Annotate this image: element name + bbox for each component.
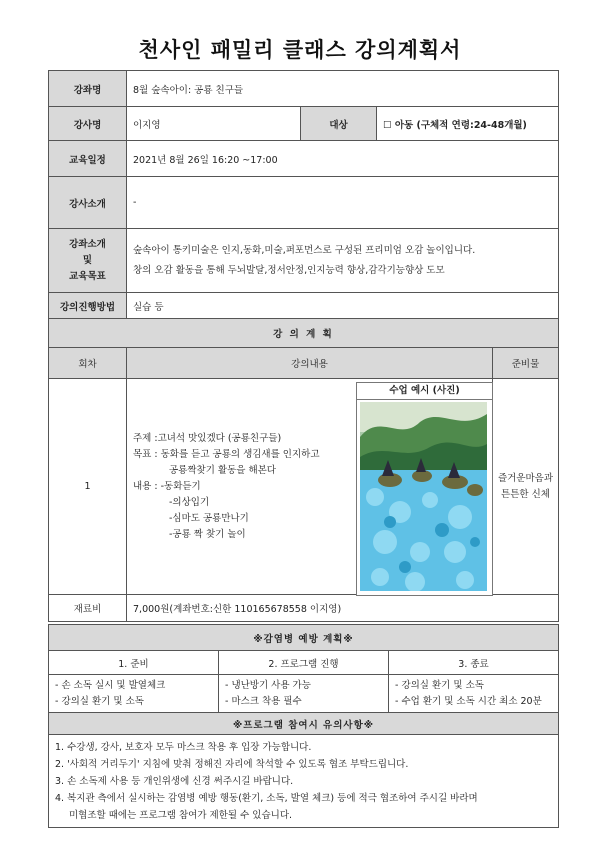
session-number: 1 <box>49 379 127 595</box>
col-supplies: 준비물 <box>493 348 559 379</box>
notes-title: ※프로그램 참여시 유의사항※ <box>49 713 559 735</box>
notes-list <box>55 739 552 824</box>
content-line: -의상입기 <box>169 496 210 508</box>
prevention-header: 3. 종료 <box>389 651 559 675</box>
course-label: 강좌명 <box>49 71 127 107</box>
prevention-header: 2. 프로그램 진행 <box>219 651 389 675</box>
supplies-line: 즐거운마음과 <box>497 472 554 484</box>
supplies-cell <box>493 379 559 595</box>
content-line: 목표 : 동화를 듣고 공룡의 생김새를 인지하고 <box>133 448 320 460</box>
intro-label: 강사소개 <box>49 177 127 229</box>
prevention-title: ※감염병 예방 계획※ <box>49 625 559 651</box>
notes-item: 4. 복지관 측에서 실시하는 감염병 예방 행동(환기, 소독, 발열 체크) 등에 적극 협조하여 주시길 바라며 <box>55 792 478 804</box>
prevention-header: 1. 준비 <box>49 651 219 675</box>
content-line: 내용 : -동화듣기 <box>133 480 201 492</box>
page-title: 천사인 패밀리 클래스 강의계획서 <box>138 38 462 62</box>
goal-label-line: 및 <box>82 254 93 266</box>
fee-value: 7,000원(계좌번호:신한 110165678558 이지영) <box>127 595 559 622</box>
date-value: 2021년 8월 26일 16:20 ~17:00 <box>127 141 559 177</box>
goal-line: 숲속아이 통키미술은 인지,동화,미술,퍼포먼스로 구성된 프리미엄 오감 놀이입니다. <box>133 244 476 256</box>
fee-label: 재료비 <box>49 595 127 622</box>
col-content: 강의내용 <box>127 348 493 379</box>
notes-table <box>48 712 559 828</box>
prevention-col-prepare <box>49 675 219 713</box>
prevention-col-progress <box>219 675 389 713</box>
photo-caption: 수업 예시 (사진) <box>357 383 492 400</box>
prevention-col-end <box>389 675 559 713</box>
target-value: ☐ 아동 (구체적 연령:24-48개월) <box>377 107 559 141</box>
date-label: 교육일정 <box>49 141 127 177</box>
prevention-item: - 냉난방기 사용 가능 <box>225 679 311 691</box>
content-line: -심마도 공룡만나기 <box>169 512 249 524</box>
prevention-item: - 마스크 착용 필수 <box>225 695 302 707</box>
method-value: 실습 등 <box>127 293 559 319</box>
target-label: 대상 <box>301 107 377 141</box>
prevention-item: - 강의실 환기 및 소독 <box>55 695 144 707</box>
goal-label-line: 강좌소개 <box>69 238 106 250</box>
course-value: 8월 숲속아이: 공룡 친구들 <box>127 71 559 107</box>
supplies-line: 튼튼한 신체 <box>501 488 550 500</box>
plan-section-title: 강 의 계 획 <box>49 319 559 348</box>
prevention-table <box>48 624 559 713</box>
instructor-value: 이지영 <box>127 107 301 141</box>
notes-item: 3. 손 소독제 사용 등 개인위생에 신경 써주시길 바랍니다. <box>55 775 294 787</box>
example-photo <box>360 402 487 591</box>
instructor-label: 강사명 <box>49 107 127 141</box>
notes-item: 미협조할 때에는 프로그램 참여가 제한될 수 있습니다. <box>69 809 293 821</box>
goal-value <box>127 229 559 293</box>
intro-value: - <box>127 177 559 229</box>
goal-label <box>49 229 127 293</box>
notes-item: 2. '사회적 거리두기' 지침에 맞춰 정해진 자리에 착석할 수 있도록 협조 부탁드립니다. <box>55 758 409 770</box>
prevention-item: - 손 소독 실시 및 발열체크 <box>55 679 166 691</box>
info-table <box>48 70 559 319</box>
content-line: 공룡짝찾기 활동을 해본다 <box>169 464 276 476</box>
content-line: -공룡 짝 찾기 놀이 <box>169 528 246 540</box>
goal-line: 창의 오감 활동을 통해 두뇌발달,정서안정,인지능력 향상,감각기능향상 도모 <box>133 264 445 276</box>
example-photo-box <box>356 382 493 596</box>
col-session: 회차 <box>49 348 127 379</box>
notes-item: 1. 수강생, 강사, 보호자 모두 마스크 착용 후 입장 가능합니다. <box>55 741 312 753</box>
method-label: 강의진행방법 <box>49 293 127 319</box>
prevention-item: - 강의실 환기 및 소독 <box>395 679 484 691</box>
prevention-item: - 수업 환기 및 소독 시간 최소 20분 <box>395 695 542 707</box>
goal-label-line: 교육목표 <box>69 270 106 282</box>
notes-body <box>49 735 559 828</box>
content-line: 주제 :고녀석 맛있겠다 (공룡친구들) <box>133 432 282 444</box>
